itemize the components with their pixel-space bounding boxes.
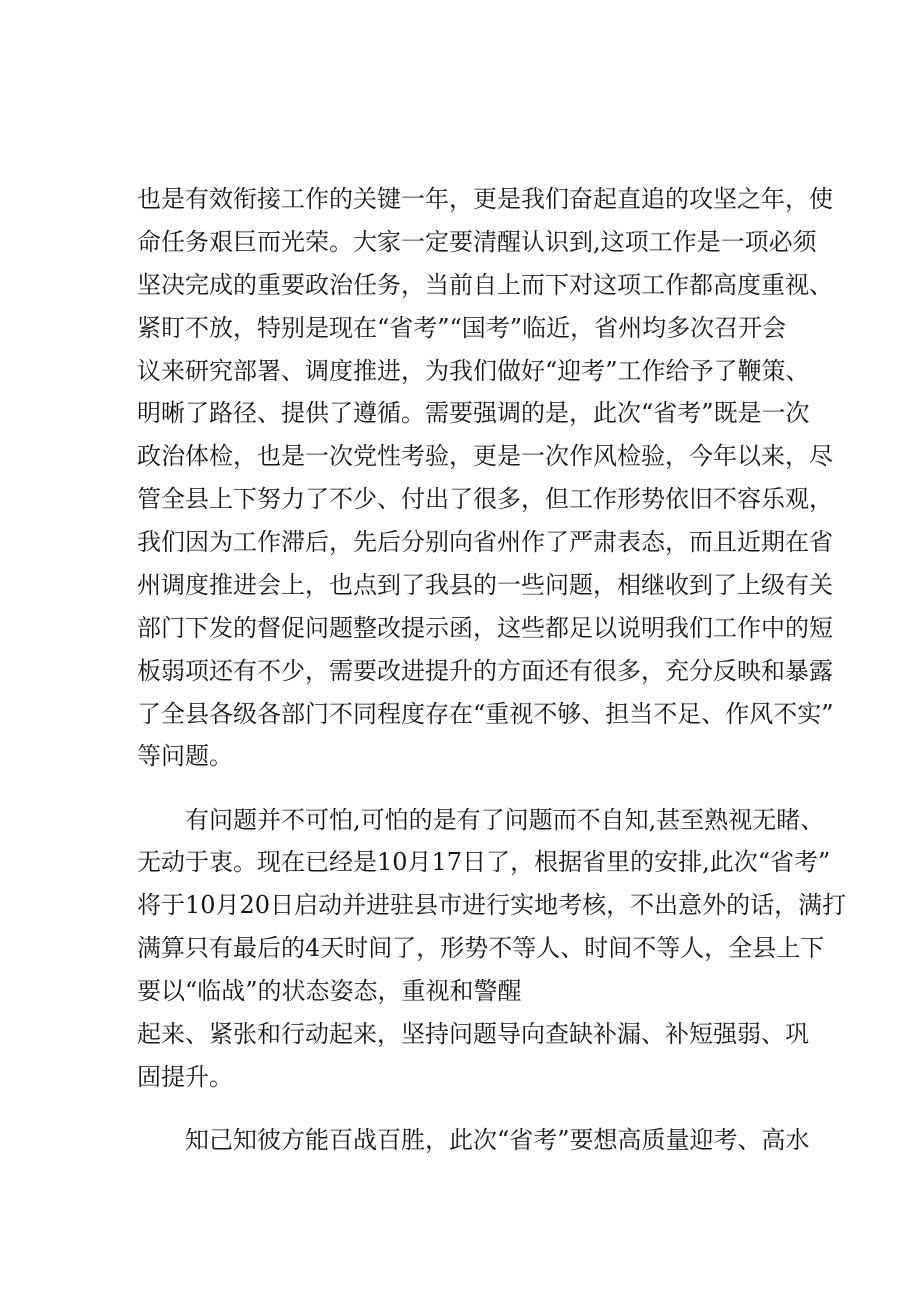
text-line: 坚决完成的重要政治任务，当前自上而下对这项工作都高度重视、 bbox=[137, 271, 833, 299]
text-line: 将于10月20日启动并进驻县市进行实地考核，不出意外的话，满打 bbox=[137, 891, 847, 919]
text-line: 固提升。 bbox=[137, 1063, 233, 1091]
text-line: 满算只有最后的4天时间了，形势不等人、时间不等人，全县上下 bbox=[137, 934, 825, 962]
text-line: 州调度推进会上，也点到了我县的一些问题，相继收到了上级有关 bbox=[137, 571, 833, 599]
text-line: 管全县上下努力了不少、付出了很多，但工作形势依旧不容乐观， bbox=[137, 485, 833, 513]
text-line: 无动于衷。现在已经是10月17日了，根据省里的安排,此次“省考” bbox=[137, 848, 831, 876]
text-line: 明晰了路径、提供了遵循。需要强调的是，此次“省考”既是一次 bbox=[137, 399, 810, 427]
text-line: 起来、紧张和行动起来，坚持问题导向查缺补漏、补短强弱、巩 bbox=[137, 1020, 809, 1048]
text-line: 等问题。 bbox=[137, 742, 233, 770]
text-line: 了全县各级各部门不同程度存在“重视不够、担当不足、作风不实” bbox=[137, 700, 834, 728]
text-line: 部门下发的督促问题整改提示函，这些都足以说明我们工作中的短 bbox=[137, 614, 833, 642]
text-line: 我们因为工作滞后，先后分别向省州作了严肃表态，而且近期在省 bbox=[137, 528, 833, 556]
text-line: 命任务艰巨而光荣。大家一定要清醒认识到,这项工作是一项必须 bbox=[137, 228, 817, 256]
text-line: 有问题并不可怕,可怕的是有了问题而不自知,甚至熟视无睹、 bbox=[185, 806, 825, 834]
text-line: 紧盯不放，特别是现在“省考”“国考”临近，省州均多次召开会 bbox=[137, 314, 787, 342]
text-line: 议来研究部署、调度推进，为我们做好“迎考”工作给予了鞭策、 bbox=[137, 357, 810, 385]
text-line: 政治体检，也是一次党性考验，更是一次作风检验，今年以来，尽 bbox=[137, 442, 833, 470]
text-line: 知己知彼方能百战百胜，此次“省考”要想高质量迎考、高水 bbox=[185, 1126, 810, 1154]
text-line: 要以“临战”的状态姿态，重视和警醒 bbox=[137, 977, 522, 1005]
text-line: 也是有效衔接工作的关键一年，更是我们奋起直追的攻坚之年，使 bbox=[137, 185, 833, 213]
text-line: 板弱项还有不少，需要改进提升的方面还有很多，充分反映和暴露 bbox=[137, 657, 833, 685]
